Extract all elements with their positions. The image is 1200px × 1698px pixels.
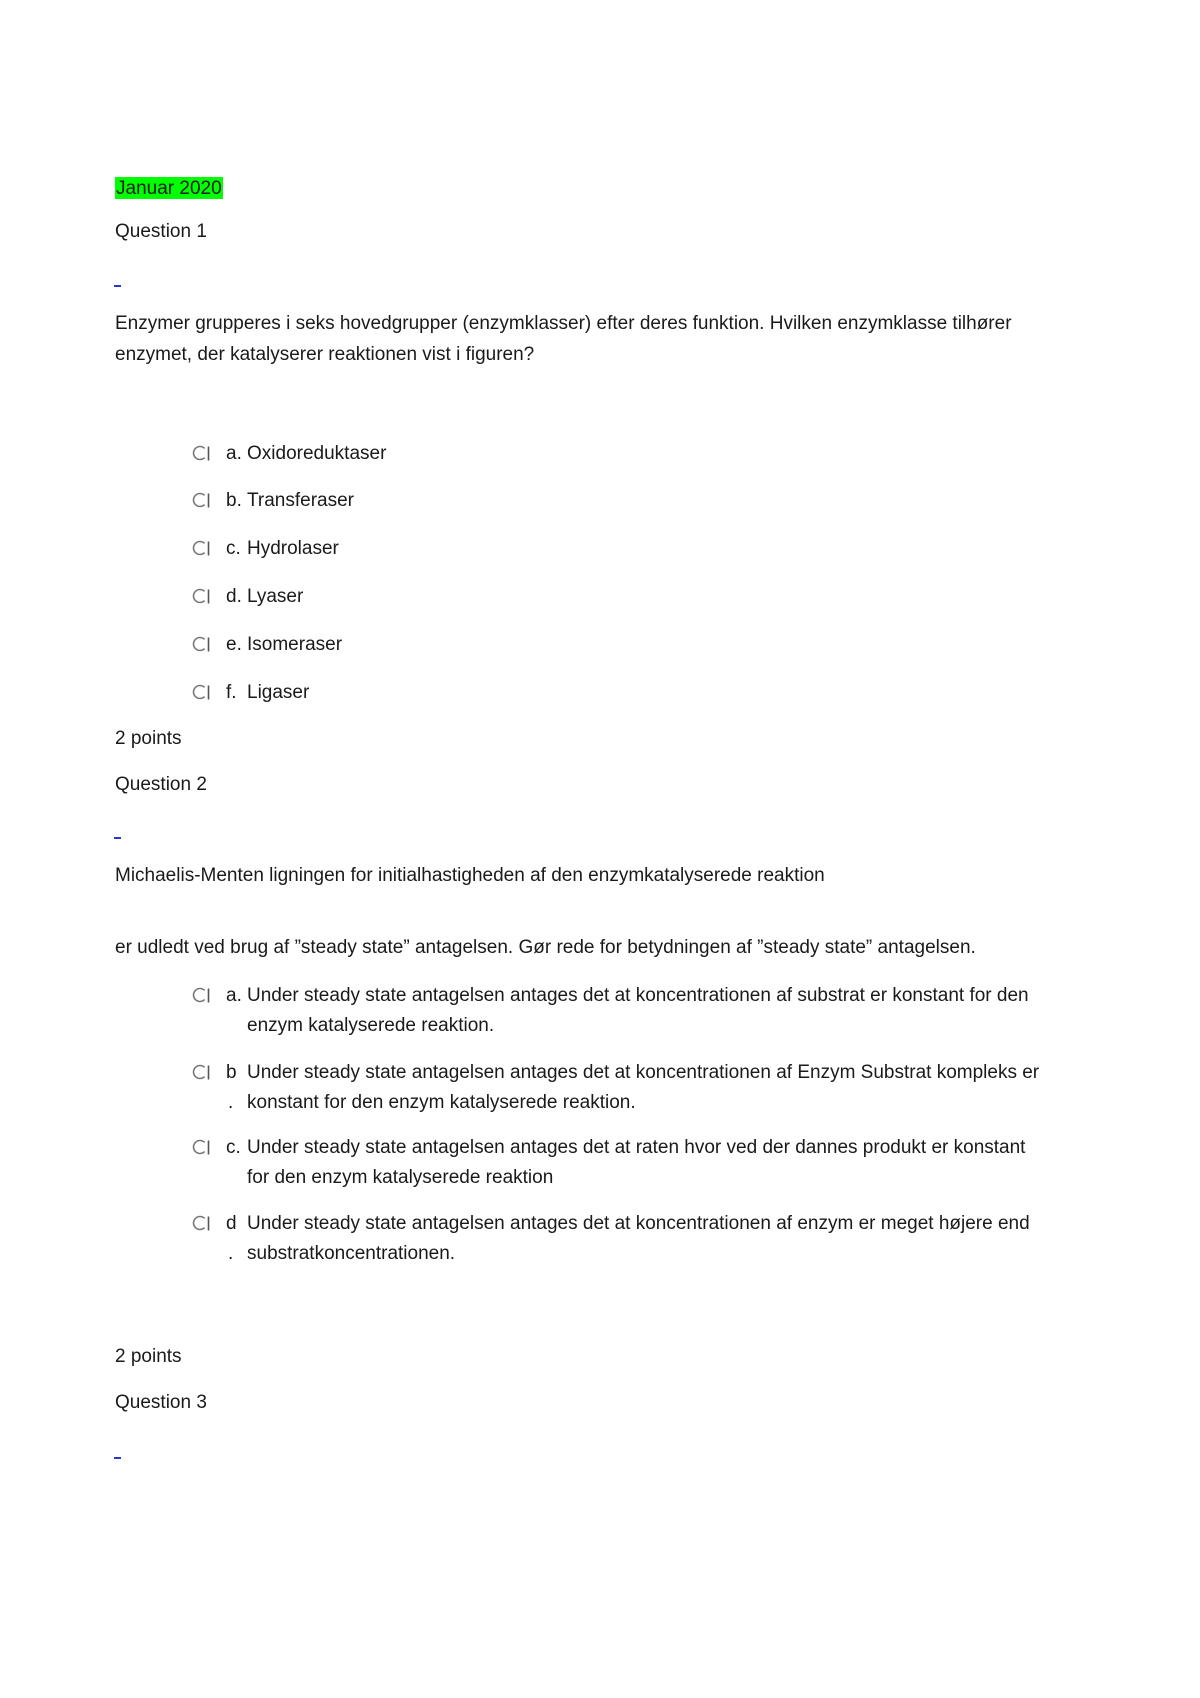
option-text: Under steady state antagelsen antages det at raten hvor ved der dannes produkt er konstant — [247, 1137, 1026, 1158]
radio-button-icon[interactable] — [191, 586, 213, 608]
question-1-option-d[interactable] — [191, 586, 1091, 608]
question-2-option-c[interactable] — [191, 1137, 1091, 1188]
option-text: konstant for den enzym katalyserede reaktion. — [247, 1092, 636, 1113]
option-text: for den enzym katalyserede reaktion — [247, 1167, 554, 1188]
option-label: d. — [226, 586, 242, 607]
option-text: Oxidoreduktaser — [247, 443, 387, 464]
radio-button-icon[interactable] — [191, 634, 213, 656]
option-label: a. — [226, 443, 242, 464]
option-text: Under steady state antagelsen antages det at koncentrationen af enzym er meget højere end — [247, 1213, 1030, 1234]
option-text: Under steady state antagelsen antages det at koncentrationen af substrat er konstant for den — [247, 985, 1029, 1006]
radio-button-icon[interactable] — [191, 1213, 213, 1235]
question-3-link[interactable] — [114, 1457, 121, 1459]
option-label: e. — [226, 634, 242, 655]
question-2-points: 2 points — [115, 1346, 182, 1367]
option-text: Transferaser — [247, 490, 354, 511]
question-1-title: Question 1 — [115, 221, 207, 242]
date-line — [115, 178, 223, 200]
question-2-link[interactable] — [114, 837, 121, 839]
radio-button-icon[interactable] — [191, 490, 213, 512]
option-label: b — [226, 1062, 237, 1083]
radio-button-icon[interactable] — [191, 682, 213, 704]
question-1-text-line: Enzymer grupperes i seks hovedgrupper (enzymklasser) efter deres funktion. Hvilken enzymklasse tilhører — [115, 313, 1012, 334]
question-1-points: 2 points — [115, 728, 182, 749]
question-3-title: Question 3 — [115, 1392, 207, 1413]
option-label: d — [226, 1213, 237, 1234]
question-1-option-f[interactable] — [191, 682, 1091, 704]
radio-button-icon[interactable] — [191, 1062, 213, 1084]
question-1-link[interactable] — [114, 285, 121, 287]
option-text: enzym katalyserede reaktion. — [247, 1015, 495, 1036]
option-label: a. — [226, 985, 242, 1006]
date-label: Januar 2020 — [116, 178, 222, 199]
option-text: Under steady state antagelsen antages det at koncentrationen af Enzym Substrat kompleks er — [247, 1062, 1040, 1083]
question-2-option-d[interactable] — [191, 1213, 1091, 1264]
option-text: Isomeraser — [247, 634, 343, 655]
option-text: Ligaser — [247, 682, 310, 703]
question-2-text-line: Michaelis-Menten ligningen for initialhastigheden af den enzymkatalyserede reaktion — [115, 865, 825, 886]
question-2-option-b[interactable] — [191, 1062, 1091, 1113]
radio-button-icon[interactable] — [191, 443, 213, 465]
question-2-text-line: er udledt ved brug af ”steady state” antagelsen. Gør rede for betydningen af ”steady state” antagelsen. — [115, 937, 976, 958]
question-1-option-a[interactable] — [191, 443, 1091, 465]
option-label: c. — [226, 1137, 241, 1158]
question-1-option-c[interactable] — [191, 538, 1091, 560]
question-2-option-a[interactable] — [191, 985, 1091, 1036]
option-text: substratkoncentrationen. — [247, 1243, 456, 1264]
question-1-option-b[interactable] — [191, 490, 1091, 512]
option-text: Hydrolaser — [247, 538, 339, 559]
radio-button-icon[interactable] — [191, 1137, 213, 1159]
option-label-continued: . — [228, 1092, 234, 1113]
radio-button-icon[interactable] — [191, 538, 213, 560]
option-text: Lyaser — [247, 586, 304, 607]
question-1-option-e[interactable] — [191, 634, 1091, 656]
question-1-text-line: enzymet, der katalyserer reaktionen vist i figuren? — [115, 344, 535, 365]
option-label: f. — [226, 682, 237, 703]
radio-button-icon[interactable] — [191, 985, 213, 1007]
option-label: c. — [226, 538, 241, 559]
option-label-continued: . — [228, 1243, 234, 1264]
option-label: b. — [226, 490, 242, 511]
question-2-title: Question 2 — [115, 774, 207, 795]
